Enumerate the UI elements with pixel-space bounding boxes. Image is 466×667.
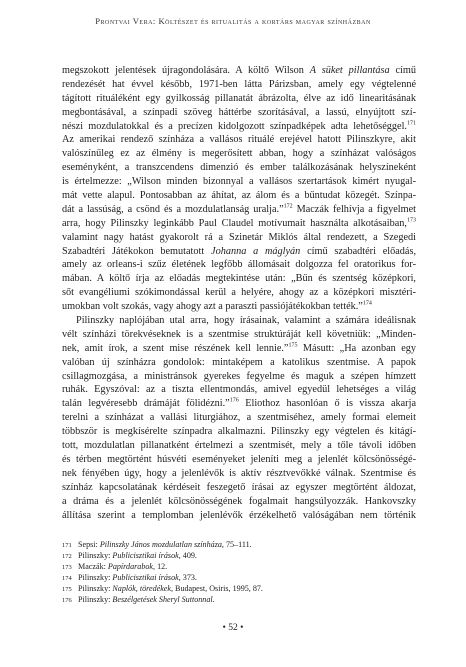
footnote	[62, 551, 416, 562]
page-number: • 52 •	[222, 622, 244, 633]
footnote	[62, 562, 416, 573]
text-line: mát vette alapul. Pontosabban az áhítat, az álom és a bűntudat közegét. Színpa-	[62, 190, 416, 202]
text-line: valószínűleg ez az élmény is megerősített abban, hogy a színházat valóságos	[62, 148, 416, 160]
text-line: nek fényében úgy, hogy a jelenlévők is aktív résztvevőkké válnak. Szentmise és	[62, 467, 416, 479]
footnote-number: 175	[62, 585, 72, 593]
text-line: terelni a színházat a vallási liturgiához, a szentmiséhez, amely formai elemeit	[62, 412, 416, 424]
text-line: és térben megtörtént húsvéti eseményeket jeleníti meg a jelenlét kölcsönösségé-	[62, 453, 416, 465]
footnote	[62, 573, 416, 584]
text-line: nek, amit írok, a szent mise részének kell lennie.”$^{175}$ Másutt: „Ha azonban egy	[62, 342, 416, 354]
text-line: Pilinszky naplójában utal arra, hogy írásainak, valamint a számára ideálisnak	[76, 315, 416, 327]
text-line: a dráma és a jelenlét kölcsönösségének fogalmait hangsúlyozzák. Hankovszky	[62, 495, 416, 507]
text-line: umokban volt szokás, vagy ahogy azt a paraszti passiójátékokban tették.”$^{174}$	[62, 300, 372, 313]
footnote-number: 171	[62, 541, 72, 549]
text-line: nészi mozdulatokkal és a precízen kidolgozott színpadképek adta lehetőséggel.$^{171}$	[62, 120, 416, 132]
footnote-text: Pilinszky: Beszélgetések Sheryl Suttonnal.	[78, 595, 215, 605]
footnote-text: Sepsi: Pilinszky János mozdulatlan színháza, 75–111.	[78, 540, 252, 549]
text-line: tott, mozdulatlan pillanatként értelmezi a szentmisét, mely a tőle távoli időben	[62, 440, 416, 452]
text-line: rendezését hat évvel később, 1971-ben látta Párizsban, amely egy végtelenné	[62, 78, 416, 90]
footnote	[62, 595, 416, 606]
text-line: valóban új színházra gondolok: mintaképem a katolikus szentmise. A papok	[62, 356, 416, 368]
footnote-number: 172	[62, 552, 72, 560]
text-line: megszokott jelentések újragondolására. A költő Wilson A süket pillantása című	[62, 65, 416, 76]
text-line: színház kapcsolatának kérdéseit feszegető írásai az egyszer megtörtént áldozat,	[62, 481, 416, 493]
text-line: talán legvéresebb drámáját fölidézni.”$^{176}$ Eliothoz hasonlóan ő is vissza akarja	[62, 397, 416, 410]
footnote-text: Pilinszky: Publicisztikai írások, 409.	[78, 551, 197, 561]
text-line: ruhák. Egyszóval: az a tiszta ellentmondás, amivel egyedül lehetséges a világ	[62, 384, 416, 396]
text-line: sőt evangéliumi szókimondással kerül a helyére, ahogy az a középkori misztéri-	[62, 287, 416, 299]
text-line: dát a lassúság, a csönd és a mozdulatlanság uralja.”$^{172}$ Maczák felhívja a figyelmet	[62, 203, 416, 215]
text-line: eseményként, a transzcendens dimenzió és ember találkozásának helyszíneként	[62, 162, 416, 174]
text-line: Szabadtéri Játékokon bemutatott Johanna a máglyán című szabadtéri előadás,	[62, 245, 417, 257]
text-line: megbontásával, a színpadi szöveg háttérbe szorításával, a lassú, elnyújtott szí-	[62, 106, 416, 118]
text-line: vélt színházi törekvéseknek is a szentmise struktúráját kell követniük: „Minden-	[62, 328, 416, 340]
footnote-text: Maczák: Papírdarabok, 12.	[78, 562, 168, 572]
text-line: csillagmozgása, a ministránsok gyerekes fegyelme és maguk a szépen hímzett	[62, 370, 416, 382]
text-line: tágított rituáléként egy gyilkosság pillanatát ábrázolta, élve az idő linearitásának	[62, 92, 416, 104]
text-line: állítása szerint a templomban jelenlévők érzékelhető valóságában nem történik	[62, 509, 416, 521]
text-line: arra, hogy Pilinszky leginkább Paul Claudel motívumait használta alkotásaiban,$^{173}$	[62, 217, 416, 229]
footnote-text: Pilinszky: Publicisztikai írások, 373.	[78, 573, 197, 583]
text-line: is értelmezze: „Wilson minden bizonnyal a vallásos szertartások kimért nyugal-	[62, 176, 416, 188]
text-line: többször is megkísérelte színpadra alkalmazni. Pilinszky egy végtelen és kitágí-	[62, 426, 416, 438]
footnote-number: 176	[62, 596, 72, 604]
text-line: valamint nagy hatást gyakorolt rá a Szinetár Miklós által rendezett, a Szegedi	[62, 231, 416, 243]
footnote-text: Pilinszky: Naplók, töredékek, Budapest, Osiris, 1995, 87.	[78, 584, 263, 594]
text-line: Az amerikai rendező színháza a vallásos rituálé erejével hatott Pilinszkyre, akit	[62, 134, 416, 146]
footnote	[62, 540, 416, 551]
footnote	[62, 584, 416, 595]
footnote-number: 174	[62, 574, 72, 582]
footnotes	[62, 540, 416, 607]
footnote-number: 173	[62, 563, 72, 571]
text-line: amely az orleans-i szűz életének legfőbb állomásait dolgozza fel oratorikus for-	[62, 259, 416, 271]
running-header: Prontvai Vera: Költészet és ritualitás a kortárs magyar színházban	[95, 16, 371, 26]
text-line: mában. A költő írja az előadás megtekintése után: „Bűn és szentség középkori,	[62, 273, 416, 285]
body-text	[62, 64, 416, 522]
